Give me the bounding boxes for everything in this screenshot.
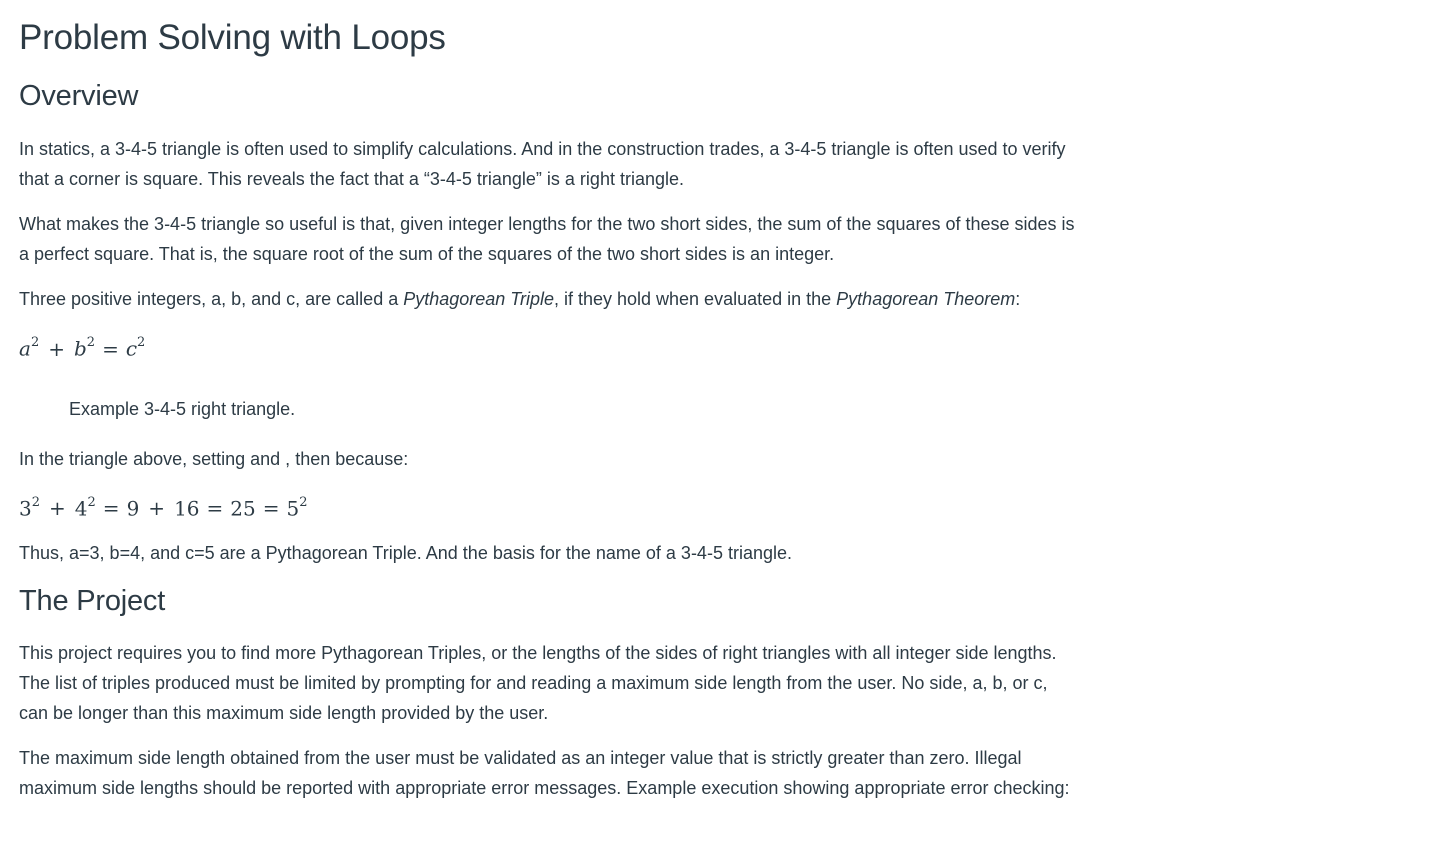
triangle-image-caption: Example 3-4-5 right triangle. — [69, 398, 296, 419]
overview-paragraph-5: Thus, a=3, b=4, and c=5 are a Pythagorean Triple. And the basis for the name of a 3-4-5 triangle. — [19, 543, 792, 564]
term-pythagorean-triple: Pythagorean Triple — [403, 289, 554, 309]
formula-exp-a: 2 — [30, 335, 40, 350]
eq-equals-1: = — [102, 496, 120, 521]
eq-equals-3: = — [262, 496, 280, 521]
overview-heading: Overview — [19, 80, 139, 112]
eq-exp-1: 2 — [31, 494, 41, 510]
formula-exp-c: 2 — [137, 335, 146, 350]
formula-exp-b: 2 — [86, 335, 96, 350]
formula-equals: = — [102, 336, 119, 361]
p3-text-middle: , if they hold when evaluated in the — [553, 289, 837, 309]
p3-text-after: : — [1015, 289, 1021, 309]
content-area — [19, 0, 1079, 803]
overview-paragraph-1: In statics, a 3-4-5 triangle is often used to simplify calculations. And in the construction trades, a 3-4-5 triangle is often used to verify that a corner is square. This reveals the fact that a “3-4-5 triangle” is a right triangle. — [19, 139, 1066, 189]
overview-paragraph-3 — [19, 284, 1079, 314]
project-paragraph-2: The maximum side length obtained from the user must be validated as an integer value that is strictly greater than zero. Illegal maximum side lengths should be reported with appropriate error messages. Example execution showing appropriate error checking: — [19, 748, 1070, 799]
example-equation — [19, 490, 1079, 524]
pythagorean-formula — [19, 330, 1079, 364]
eq-term-25: 25 — [230, 496, 256, 521]
term-pythagorean-theorem: Pythagorean Theorem — [836, 289, 1016, 309]
eq-term-3: 3 — [19, 496, 32, 521]
eq-term-5: 5 — [286, 496, 300, 521]
page-title: Problem Solving with Loops — [19, 18, 446, 57]
formula-c: c — [125, 336, 138, 361]
project-paragraph-1: This project requires you to find more Pythagorean Triples, or the lengths of the sides of right triangles with all integer side lengths. The list of triples produced must be limited by prompting for and reading a maximum side length from the user. No side, a, b, or c, can be longer than this maximum side length provided by the user. — [19, 643, 1057, 724]
eq-term-9: 9 — [126, 496, 140, 521]
eq-term-16: 16 — [174, 496, 200, 521]
eq-term-4: 4 — [74, 496, 88, 521]
overview-paragraph-4: In the triangle above, setting and , then because: — [19, 448, 409, 469]
eq-plus-1: + — [49, 496, 66, 521]
eq-equals-2: = — [206, 496, 224, 521]
formula-b: b — [73, 336, 87, 361]
overview-paragraph-2: What makes the 3-4-5 triangle so useful is that, given integer lengths for the two short sides, the sum of the squares of these sides is a perfect square. That is, the square root of the sum of the squares of the two short sides is an integer. — [19, 214, 1075, 264]
eq-exp-3: 2 — [299, 494, 308, 510]
formula-plus: + — [48, 336, 65, 361]
eq-exp-2: 2 — [87, 494, 96, 510]
p3-text-before: Three positive integers, a, b, and c, are called a — [19, 289, 404, 309]
formula-a: a — [19, 336, 31, 361]
eq-plus-2: + — [148, 496, 166, 521]
project-heading: The Project — [19, 585, 166, 618]
